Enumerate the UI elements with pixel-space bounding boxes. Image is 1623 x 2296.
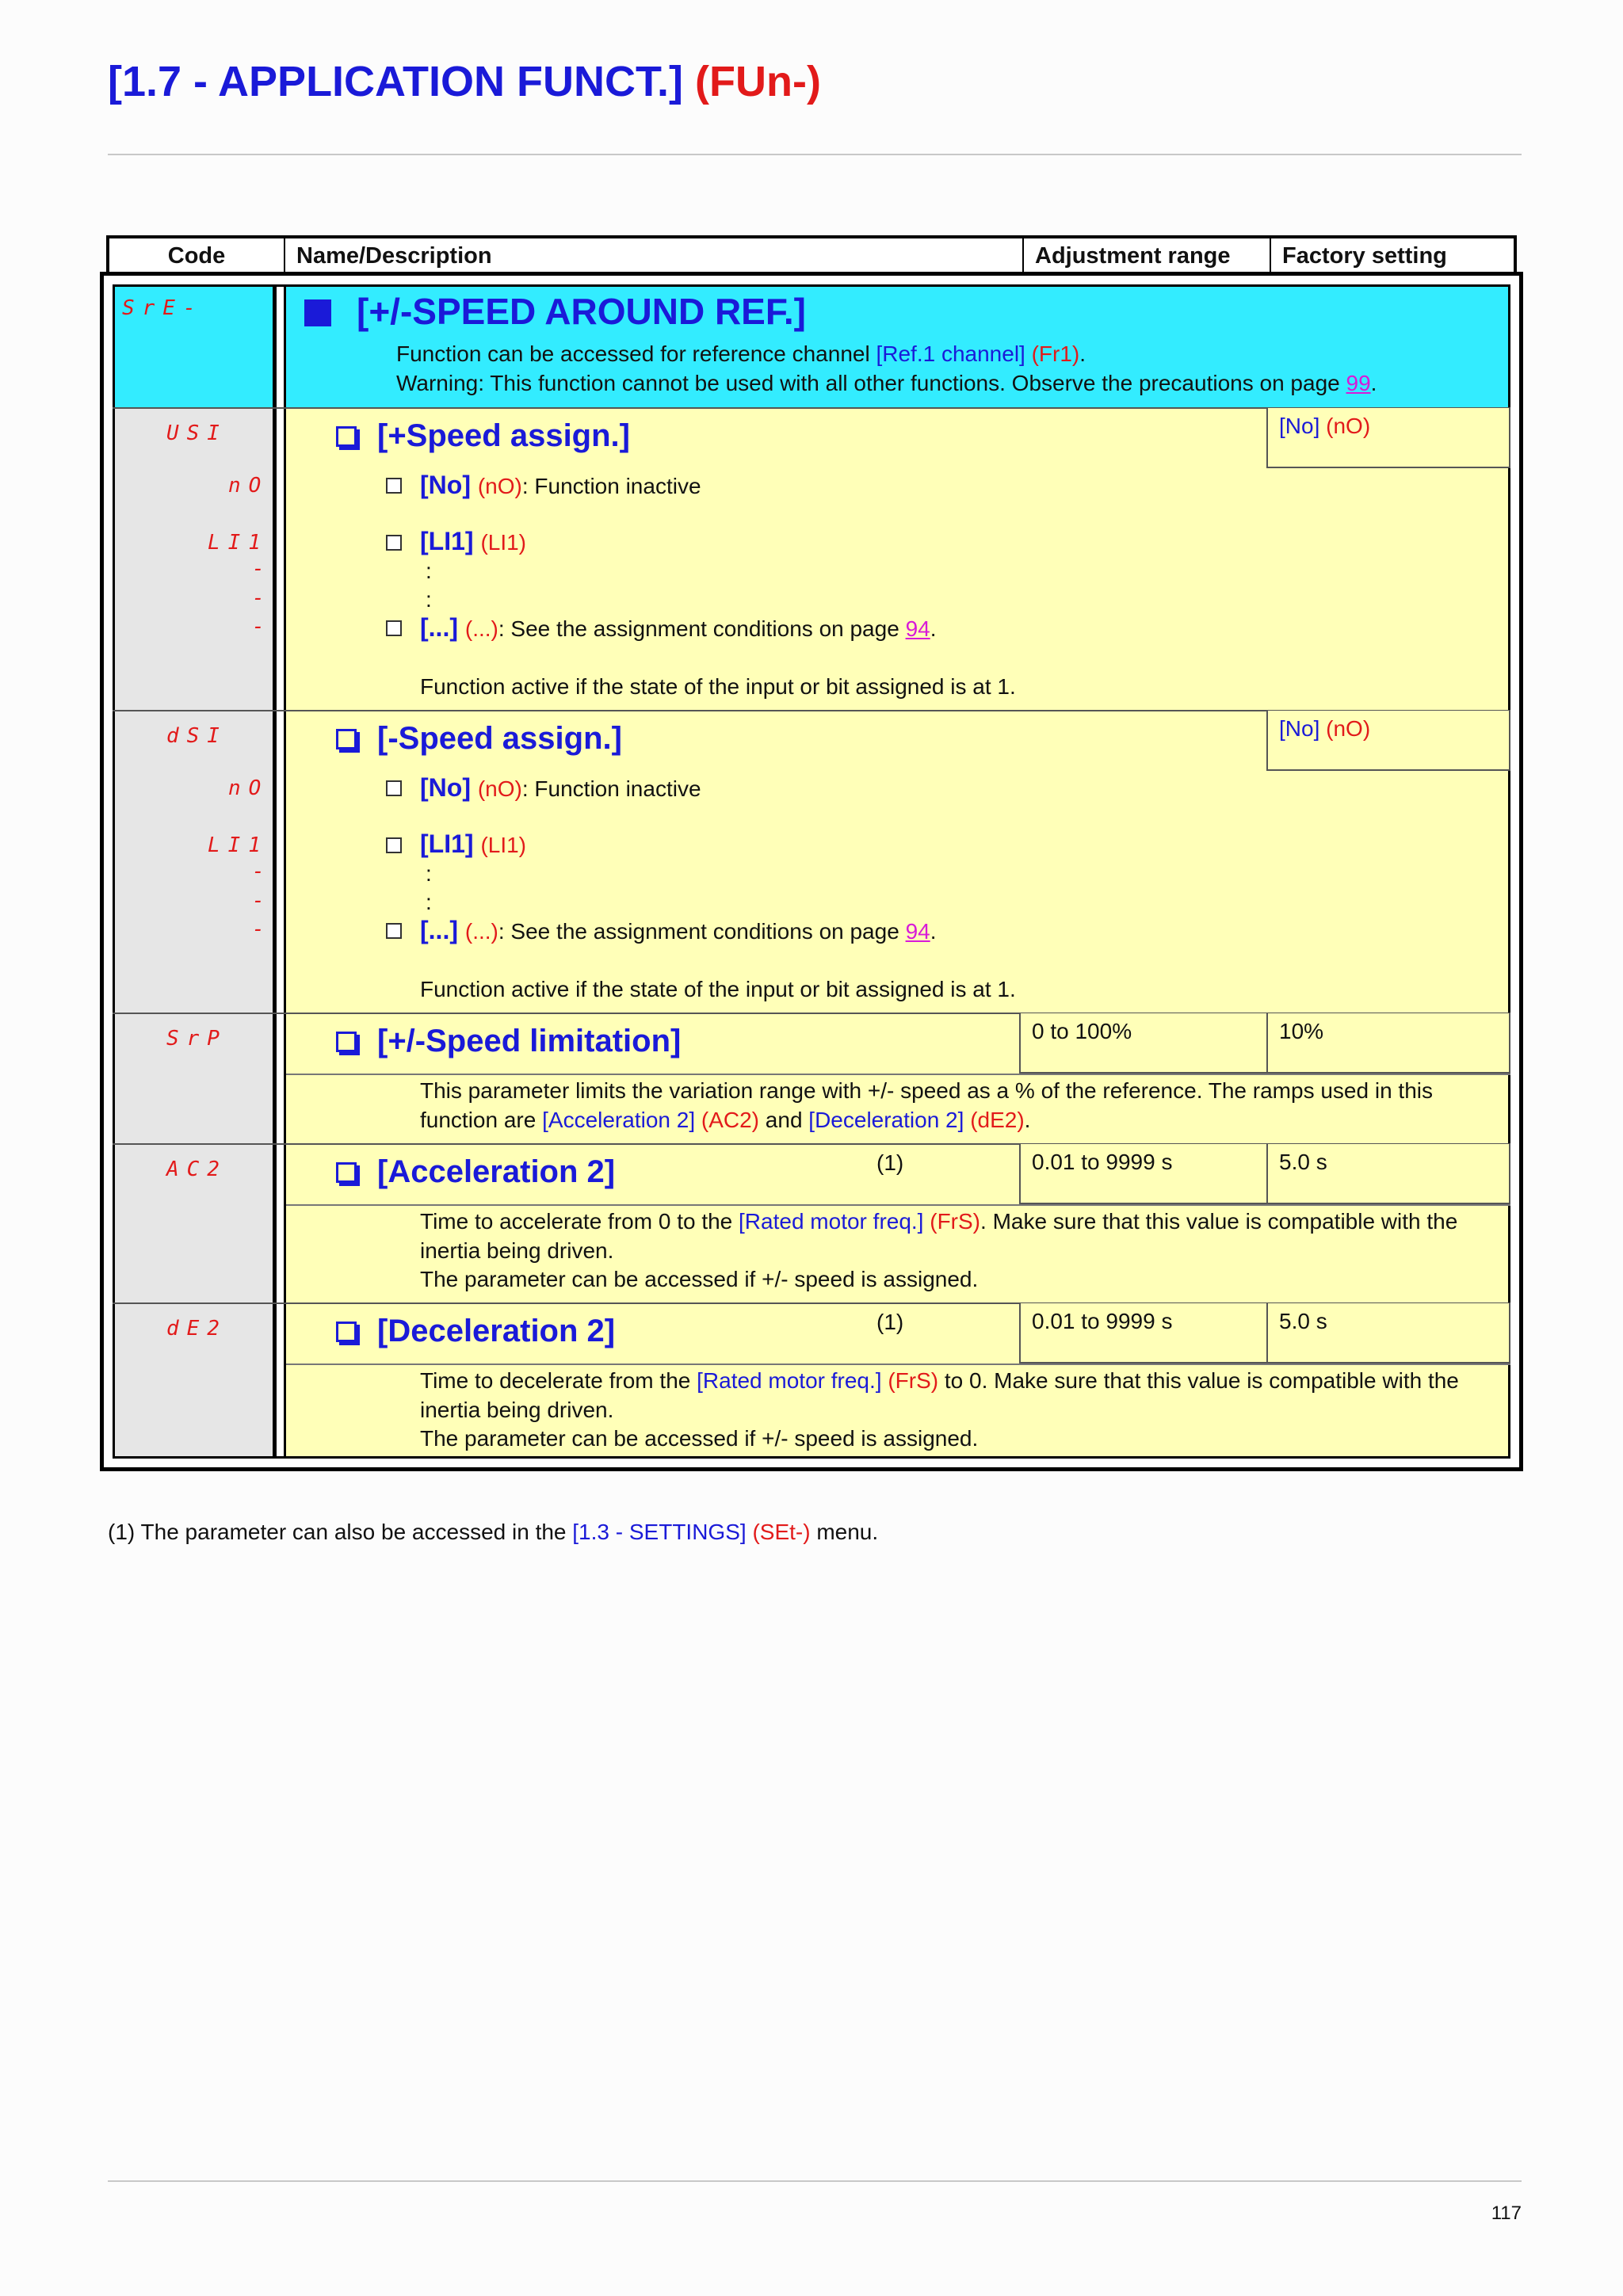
option-more: [...] (...): See the assignment conditions on page 94. [420,613,937,642]
option-code-no: nO [228,474,269,498]
srp-desc-2: function are [Acceleration 2] (AC2) and [Deceleration 2] (dE2). [420,1108,1031,1132]
ellipsis: : [426,559,432,583]
option-box-icon [386,923,402,939]
page-title: [1.7 - APPLICATION FUNCT.] (FUn-) [108,58,821,105]
col-header-code: Code [109,238,285,273]
ellipsis: : [426,587,432,612]
option-code-no: nO [228,776,269,800]
option-box-icon [386,837,402,853]
option-box-icon [386,478,402,494]
de2-desc-2: inertia being driven. [420,1398,614,1422]
option-li1: [LI1] (LI1) [420,830,527,858]
param-title-srp: [+/-Speed limitation] [377,1024,682,1058]
page-number: 117 [1491,2203,1522,2224]
de2-desc-1: Time to decelerate from the [Rated motor freq.] (FrS) to 0. Make sure that this value is compatible with the [420,1368,1459,1393]
option-box-icon [386,620,402,636]
dash: - [252,889,273,913]
range-de2: 0.01 to 9999 s [1032,1309,1173,1333]
note-marker: (1) [876,1150,904,1175]
dash: - [252,557,273,581]
factory-de2: 5.0 s [1279,1309,1327,1333]
footnote: (1) The parameter can also be accessed in the [1.3 - SETTINGS] (SEt-) menu. [108,1520,879,1544]
ellipsis: : [426,861,432,886]
section-line-1: Function can be accessed for reference channel [Ref.1 channel] (Fr1). [396,341,1086,366]
page-link-94[interactable]: 94 [905,919,930,944]
row-divider [286,1363,1510,1365]
checkbox-icon [336,1322,357,1342]
param-code-ac2: AC2 [166,1158,227,1181]
page-title-code: (FUn-) [695,58,821,105]
param-title-usi: [+Speed assign.] [377,418,630,453]
ac2-desc-2: inertia being driven. [420,1238,614,1263]
footer-divider [108,2180,1522,2182]
usi-footer: Function active if the state of the input or bit assigned is at 1. [420,674,1016,699]
ac2-desc-3: The parameter can be accessed if +/- speed is assigned. [420,1267,979,1291]
page-link-94[interactable]: 94 [905,616,930,641]
option-no: [No] (nO): Function inactive [420,471,701,499]
checkbox-icon [336,1162,357,1183]
param-title-de2: [Deceleration 2] [377,1314,616,1348]
table-header [106,235,1517,273]
srp-desc-1: This parameter limits the variation range with +/- speed as a % of the reference. The ramps used in this [420,1078,1433,1103]
factory-srp: 10% [1279,1019,1324,1043]
factory-ac2: 5.0 s [1279,1150,1327,1174]
dsi-footer: Function active if the state of the input or bit assigned is at 1. [420,977,1016,1001]
dash: - [252,586,273,610]
checkbox-icon [336,426,357,447]
dash: - [252,860,273,883]
factory-usi: [No] (nO) [1279,414,1371,438]
section-line-2: Warning: This function cannot be used with all other functions. Observe the precautions on page 99. [396,371,1377,395]
checkbox-icon [336,729,357,749]
option-no: [No] (nO): Function inactive [420,773,701,802]
param-code-usi: USI [166,421,227,445]
de2-desc-3: The parameter can be accessed if +/- speed is assigned. [420,1426,979,1451]
option-code-li1: LI1 [208,833,269,857]
ac2-desc-1: Time to accelerate from 0 to the [Rated motor freq.] (FrS). Make sure that this value is compatible with the [420,1209,1458,1234]
range-ac2: 0.01 to 9999 s [1032,1150,1173,1174]
row-divider [286,1074,1510,1075]
range-srp: 0 to 100% [1032,1019,1132,1043]
dash: - [252,917,273,941]
col-header-name: Name/Description [285,238,1024,273]
param-code-srp: SrP [166,1027,227,1051]
page-link-99[interactable]: 99 [1346,371,1371,395]
param-title-dsi: [-Speed assign.] [377,721,622,756]
ellipsis: : [426,890,432,914]
option-code-li1: LI1 [208,531,269,555]
factory-dsi: [No] (nO) [1279,716,1371,741]
option-box-icon [386,780,402,796]
title-divider [108,154,1522,155]
section-square-icon [304,299,331,326]
option-box-icon [386,535,402,551]
section-code: SrE- [122,296,204,320]
param-code-dsi: dSI [166,724,227,748]
col-header-factory: Factory setting [1282,243,1447,269]
note-marker: (1) [876,1310,904,1334]
checkbox-icon [336,1032,357,1052]
section-title: [+/-SPEED AROUND REF.] [357,291,806,332]
option-more: [...] (...): See the assignment conditions on page 94. [420,916,937,944]
param-code-de2: dE2 [166,1317,227,1341]
param-title-ac2: [Acceleration 2] [377,1154,616,1189]
option-li1: [LI1] (LI1) [420,527,527,555]
row-divider [286,1204,1510,1206]
col-header-adjustment: Adjustment range [1024,238,1271,273]
dash: - [252,615,273,639]
